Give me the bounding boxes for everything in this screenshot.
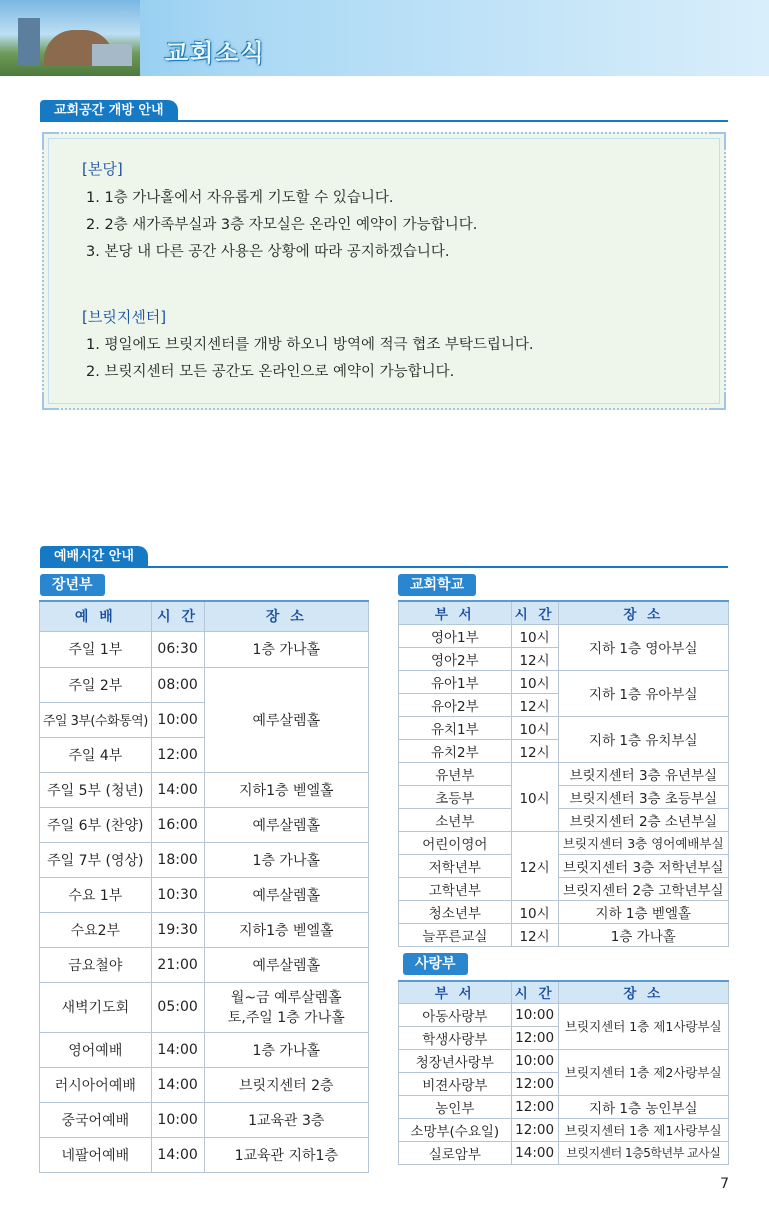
dept-name: 소년부 — [399, 808, 512, 831]
table-row — [399, 1141, 729, 1164]
service-time: 14:00 — [151, 1067, 204, 1102]
table-row — [399, 923, 729, 946]
dept-place: 지하 1층 영아부실 — [558, 624, 728, 670]
notice-section-label: 교회공간 개방 안내 — [40, 100, 178, 122]
service-time: 05:00 — [151, 982, 204, 1032]
service-place: 1교육관 지하1층 — [204, 1137, 368, 1172]
church-school-table — [398, 600, 729, 947]
service-name: 영어예배 — [40, 1032, 152, 1067]
service-name: 주일 1부 — [40, 631, 152, 667]
dept-name: 영아1부 — [399, 624, 512, 647]
dept-name: 소망부(수요일) — [399, 1118, 512, 1141]
table-row — [40, 947, 369, 982]
dept-name: 초등부 — [399, 785, 512, 808]
dept-place: 지하 1층 유치부실 — [558, 716, 728, 762]
service-time: 10:30 — [151, 877, 204, 912]
service-name: 주일 5부 (청년) — [40, 772, 152, 807]
dept-time: 12시 — [511, 739, 558, 762]
table-row — [40, 877, 369, 912]
dept-time: 12시 — [511, 693, 558, 716]
table-row — [399, 670, 729, 693]
dept-time: 12:00 — [511, 1095, 558, 1118]
dept-time: 10시 — [511, 624, 558, 647]
service-name: 네팔어예배 — [40, 1137, 152, 1172]
love-table-label: 사랑부 — [403, 953, 468, 975]
dept-place: 브릿지센터 1층5학년부 교사실 — [558, 1141, 728, 1164]
service-name: 주일 6부 (찬양) — [40, 807, 152, 842]
dept-name: 학생사랑부 — [399, 1026, 512, 1049]
col-header: 장 소 — [204, 601, 368, 631]
table-header-row — [40, 601, 369, 631]
service-name: 주일 7부 (영상) — [40, 842, 152, 877]
col-header: 시 간 — [511, 601, 558, 624]
place-line: 월~금 예루살렘홀 — [230, 990, 342, 1006]
dept-place: 브릿지센터 2층 소년부실 — [558, 808, 728, 831]
service-time: 14:00 — [151, 772, 204, 807]
dept-name: 실로암부 — [399, 1141, 512, 1164]
dept-time: 12시 — [511, 831, 558, 900]
service-name: 주일 2부 — [40, 667, 152, 702]
love-department-table — [398, 980, 729, 1165]
table-row — [40, 631, 369, 667]
table-row — [40, 1032, 369, 1067]
service-place: 지하1층 벧엘홀 — [204, 912, 368, 947]
service-time: 10:00 — [151, 1102, 204, 1137]
service-time: 16:00 — [151, 807, 204, 842]
service-name: 수요 1부 — [40, 877, 152, 912]
service-time: 14:00 — [151, 1137, 204, 1172]
adult-table-label: 장년부 — [40, 574, 105, 596]
page-title: 교회소식 — [165, 39, 266, 67]
service-place: 1교육관 3층 — [204, 1102, 368, 1137]
table-row — [399, 900, 729, 923]
dept-place: 브릿지센터 1층 제1사랑부실 — [558, 1118, 728, 1141]
service-place: 예루살렘홀 — [204, 667, 368, 772]
adult-worship-table — [39, 600, 369, 1173]
main-hall-item: 2. 2층 새가족부실과 3층 자모실은 온라인 예약이 가능합니다. — [86, 217, 478, 233]
main-hall-item: 1. 1층 가나홀에서 자유롭게 기도할 수 있습니다. — [86, 190, 394, 206]
dept-place: 지하 1층 벧엘홀 — [558, 900, 728, 923]
school-table-label: 교회학교 — [398, 574, 476, 596]
dept-place: 브릿지센터 1층 제2사랑부실 — [558, 1049, 728, 1095]
page-number: 7 — [720, 1176, 729, 1192]
service-name: 중국어예배 — [40, 1102, 152, 1137]
service-name: 러시아어예배 — [40, 1067, 152, 1102]
service-time: 12:00 — [151, 737, 204, 772]
table-row — [399, 877, 729, 900]
dept-place: 브릿지센터 3층 저학년부실 — [558, 854, 728, 877]
service-time: 18:00 — [151, 842, 204, 877]
dept-time: 12시 — [511, 647, 558, 670]
service-name: 수요2부 — [40, 912, 152, 947]
table-row — [399, 1118, 729, 1141]
table-row — [399, 1049, 729, 1072]
table-row — [40, 912, 369, 947]
dept-name: 저학년부 — [399, 854, 512, 877]
dept-time: 12시 — [511, 923, 558, 946]
col-header: 장 소 — [558, 981, 728, 1003]
table-header-row — [399, 981, 729, 1003]
col-header: 장 소 — [558, 601, 728, 624]
service-name: 주일 4부 — [40, 737, 152, 772]
service-place: 예루살렘홀 — [204, 877, 368, 912]
table-row — [399, 785, 729, 808]
worship-section-label: 예배시간 안내 — [40, 546, 148, 568]
table-row — [399, 716, 729, 739]
col-header: 부 서 — [399, 981, 512, 1003]
bridge-center-item: 2. 브릿지센터 모든 공간도 온라인으로 예약이 가능합니다. — [86, 364, 455, 380]
dept-name: 어린이영어 — [399, 831, 512, 854]
table-row — [399, 808, 729, 831]
service-place: 예루살렘홀 — [204, 947, 368, 982]
table-row — [399, 1003, 729, 1026]
dept-place: 1층 가나홀 — [558, 923, 728, 946]
church-building-photo — [0, 0, 140, 76]
table-row — [40, 1102, 369, 1137]
worship-divider — [40, 566, 728, 568]
dept-place: 브릿지센터 3층 유년부실 — [558, 762, 728, 785]
table-row — [40, 667, 369, 702]
dept-place: 브릿지센터 2층 고학년부실 — [558, 877, 728, 900]
dept-time: 10:00 — [511, 1003, 558, 1026]
col-header: 시 간 — [151, 601, 204, 631]
service-place: 브릿지센터 2층 — [204, 1067, 368, 1102]
dept-time: 10시 — [511, 900, 558, 923]
bridge-center-item: 1. 평일에도 브릿지센터를 개방 하오니 방역에 적극 협조 부탁드립니다. — [86, 337, 534, 353]
service-place — [204, 982, 368, 1032]
dept-name: 농인부 — [399, 1095, 512, 1118]
col-header: 부 서 — [399, 601, 512, 624]
col-header: 예 배 — [40, 601, 152, 631]
notice-divider — [40, 120, 728, 122]
service-time: 08:00 — [151, 667, 204, 702]
dept-place: 브릿지센터 1층 제1사랑부실 — [558, 1003, 728, 1049]
dept-name: 비젼사랑부 — [399, 1072, 512, 1095]
dept-name: 늘푸른교실 — [399, 923, 512, 946]
table-row — [40, 807, 369, 842]
dept-name: 영아2부 — [399, 647, 512, 670]
table-row — [40, 1067, 369, 1102]
table-row — [399, 624, 729, 647]
dept-name: 유아1부 — [399, 670, 512, 693]
dept-name: 아동사랑부 — [399, 1003, 512, 1026]
dept-place: 브릿지센터 3층 영어예배부실 — [558, 831, 728, 854]
table-row — [40, 842, 369, 877]
dept-name: 유치1부 — [399, 716, 512, 739]
service-time: 14:00 — [151, 1032, 204, 1067]
service-place: 1층 가나홀 — [204, 1032, 368, 1067]
table-row — [40, 1137, 369, 1172]
dept-place: 지하 1층 유아부실 — [558, 670, 728, 716]
dept-name: 유치2부 — [399, 739, 512, 762]
main-hall-heading: [본당] — [82, 160, 123, 178]
dept-time: 10시 — [511, 670, 558, 693]
dept-place: 지하 1층 농인부실 — [558, 1095, 728, 1118]
header-banner — [0, 0, 769, 76]
table-row — [399, 1095, 729, 1118]
service-time: 10:00 — [151, 702, 204, 737]
dept-name: 유아2부 — [399, 693, 512, 716]
dept-time: 12:00 — [511, 1072, 558, 1095]
dept-time: 10:00 — [511, 1049, 558, 1072]
place-line: 토,주일 1층 가나홀 — [227, 1010, 345, 1026]
service-time: 19:30 — [151, 912, 204, 947]
bridge-center-heading: [브릿지센터] — [82, 308, 167, 326]
table-row — [40, 982, 369, 1032]
dept-place: 브릿지센터 3층 초등부실 — [558, 785, 728, 808]
service-name: 금요철야 — [40, 947, 152, 982]
table-header-row — [399, 601, 729, 624]
dept-time: 12:00 — [511, 1026, 558, 1049]
table-row — [399, 762, 729, 785]
dept-time: 10시 — [511, 762, 558, 831]
service-name: 새벽기도회 — [40, 982, 152, 1032]
service-place: 1층 가나홀 — [204, 842, 368, 877]
dept-time: 12:00 — [511, 1118, 558, 1141]
dept-time: 10시 — [511, 716, 558, 739]
dept-time: 14:00 — [511, 1141, 558, 1164]
dept-name: 청소년부 — [399, 900, 512, 923]
dept-name: 유년부 — [399, 762, 512, 785]
table-row — [40, 772, 369, 807]
service-time: 21:00 — [151, 947, 204, 982]
service-time: 06:30 — [151, 631, 204, 667]
dept-name: 청장년사랑부 — [399, 1049, 512, 1072]
service-name: 주일 3부(수화통역) — [40, 702, 152, 737]
table-row — [399, 854, 729, 877]
service-place: 지하1층 벧엘홀 — [204, 772, 368, 807]
main-hall-item: 3. 본당 내 다른 공간 사용은 상황에 따라 공지하겠습니다. — [86, 244, 450, 260]
dept-name: 고학년부 — [399, 877, 512, 900]
service-place: 1층 가나홀 — [204, 631, 368, 667]
service-place: 예루살렘홀 — [204, 807, 368, 842]
table-row — [399, 831, 729, 854]
col-header: 시 간 — [511, 981, 558, 1003]
